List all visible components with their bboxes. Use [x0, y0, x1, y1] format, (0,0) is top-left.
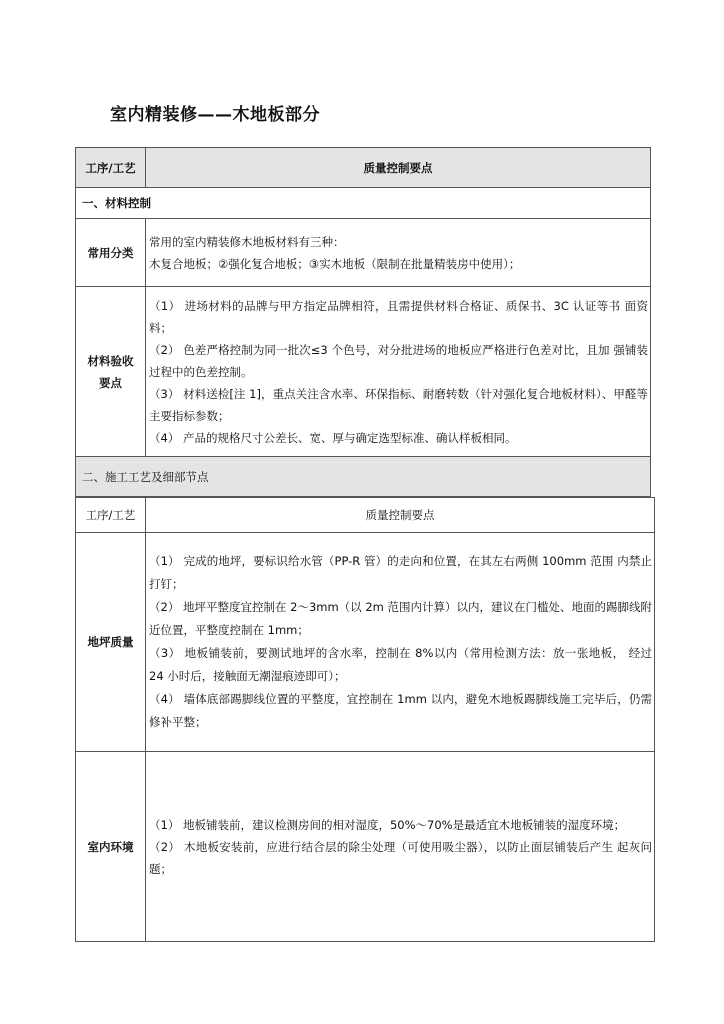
paragraph: （3） 材料送检[注 1]，重点关注含水率、环保指标、耐磨转数（针对强化复合地板材料）、甲醛等主要指标参数；	[149, 386, 648, 423]
paragraph: （2） 色差严格控制为同一批次≤3 个色号，对分批进场的地板应严格进行色差对比，且加 强铺装过程中的色差控制。	[149, 342, 648, 379]
text-line: 常用的室内精装修木地板材料有三种：	[149, 234, 345, 249]
row-content-acceptance	[146, 287, 651, 457]
header-quality-points: 质量控制要点	[146, 148, 651, 188]
paragraph: （4） 产品的规格尺寸公差长、宽、厚与确定选型标准、确认样板相同。	[149, 430, 517, 445]
row-label-acceptance	[76, 287, 146, 457]
text-line: 木复合地板；②强化复合地板；③实木地板（限制在批量精装房中使用）；	[149, 256, 521, 271]
row-content-common-types	[146, 219, 651, 287]
page-title: 室内精装修——木地板部分	[110, 105, 320, 125]
paragraph: （3） 地板铺装前，要测试地坪的含水率，控制在 8%以内（常用检测方法：放一张地板， 经过 24 小时后，接触面无潮湿痕迹即可）；	[149, 646, 652, 683]
table-row	[76, 287, 651, 457]
row-content-environment	[146, 752, 655, 942]
table-row	[76, 219, 651, 287]
section-row	[76, 188, 651, 219]
material-control-table	[75, 147, 651, 497]
construction-table	[75, 497, 655, 942]
paragraph: （1） 进场材料的品牌与甲方指定品牌相符，且需提供材料合格证、质保书、3C 认证等书 面资料；	[149, 298, 648, 335]
table-row	[76, 752, 655, 942]
row-label-floor-base: 地坪质量	[76, 533, 146, 752]
label-line: 要点	[99, 375, 122, 390]
paragraph: （4） 墙体底部踢脚线位置的平整度，宜控制在 1mm 以内，避免木地板踢脚线施工完毕后，仍需修补平整；	[149, 692, 652, 729]
header-process: 工序/工艺	[76, 498, 146, 533]
label-line: 材料验收	[87, 353, 134, 368]
section-title-construction: 二、施工工艺及细部节点	[76, 457, 651, 497]
header-process: 工序/工艺	[76, 148, 146, 188]
section-row	[76, 457, 651, 497]
paragraph: （1） 地板铺装前，建议检测房间的相对湿度，50%～70%是最适宜木地板铺装的湿度环境；	[149, 817, 626, 832]
header-quality-points: 质量控制要点	[146, 498, 655, 533]
table-header-row	[76, 148, 651, 188]
table-header-row	[76, 498, 655, 533]
paragraph: （2） 木地板安装前，应进行结合层的除尘处理（可使用吸尘器），以防止面层铺装后产生 起灰问题；	[149, 839, 652, 876]
paragraph: （2） 地坪平整度宜控制在 2～3mm（以 2m 范围内计算）以内，建议在门槛处、地面的踢脚线附近位置，平整度控制在 1mm；	[149, 600, 652, 637]
row-content-floor-base	[146, 533, 655, 752]
table-row	[76, 533, 655, 752]
row-label-environment: 室内环境	[76, 752, 146, 942]
section-title-materials: 一、材料控制	[76, 188, 651, 219]
row-label-common-types: 常用分类	[76, 219, 146, 287]
paragraph: （1） 完成的地坪，要标识给水管（PP-R 管）的走向和位置，在其左右两侧 100mm 范围 内禁止打钉；	[149, 554, 652, 591]
